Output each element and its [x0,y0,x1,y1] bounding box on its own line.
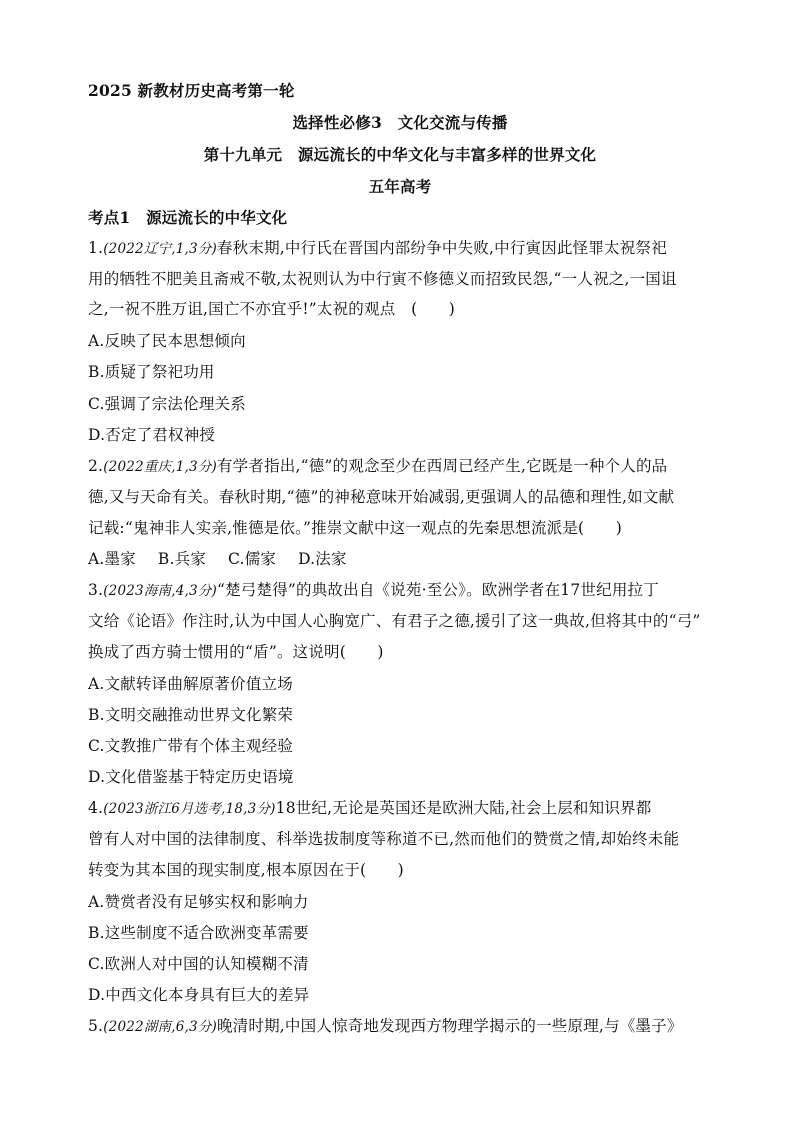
option-a[interactable]: A.墨家 [88,550,136,568]
question-text: 德,又与天命有关。春秋时期,“德”的神秘意味开始减弱,更强调人的品德和理性,如文献 [88,488,675,506]
option-d[interactable]: D.否定了君权神授 [88,426,216,444]
option-b[interactable]: B.质疑了祭祀功用 [88,363,215,381]
option-c[interactable]: C.欧洲人对中国的认知模糊不清 [88,955,309,973]
series-title: 2025 新教材历史高考第一轮 [88,81,295,100]
option-c[interactable]: C.儒家 [228,550,277,568]
question-text: 晚清时期,中国人惊奇地发现西方物理学揭示的一些原理,与《墨子》 [216,1017,683,1035]
question-2 [88,456,712,477]
question-text: 18世纪,无论是英国还是欧洲大陆,社会上层和知识界都 [275,799,652,817]
question-number: 1. [88,239,104,257]
question-1 [88,238,712,259]
option-d[interactable]: D.法家 [298,550,347,568]
question-text: 用的牺牲不肥美且斋戒不敬,太祝则认为中行寅不修德义而招致民怨,“一人祝之,一国诅 [88,270,677,288]
option-b[interactable]: B.这些制度不适合欧洲变革需要 [88,924,309,942]
option-a[interactable]: A.文献转译曲解原著价值立场 [88,675,293,693]
question-source: (2023浙江6月选考,18,3分) [103,801,276,817]
question-3 [88,580,712,601]
question-text: 换成了西方骑士惯用的“盾”。这说明( ) [88,643,384,661]
topic-heading: 考点1 源远流长的中华文化 [88,208,288,227]
question-source: (2023海南,4,3分) [103,583,217,599]
question-source: (2022重庆,1,3分) [103,459,217,475]
option-b[interactable]: B.兵家 [157,550,207,568]
question-source: (2022辽宁,1,3分) [103,241,217,257]
question-number: 2. [88,457,104,475]
option-c[interactable]: C.文教推广带有个体主观经验 [88,737,294,755]
section-title: 五年高考 [368,177,432,196]
question-text: 曾有人对中国的法律制度、科举选拔制度等称道不已,然而他们的赞赏之情,却始终未能 [88,830,680,848]
question-source: (2022湖南,6,3分) [103,1019,217,1035]
option-a[interactable]: A.反映了民本思想倾向 [88,332,246,350]
option-d[interactable]: D.文化借鉴基于特定历史语境 [88,768,294,786]
question-text: 记载:“鬼神非人实亲,惟德是依。”推崇文献中这一观点的先秦思想流派是( ) [88,519,622,537]
option-d[interactable]: D.中西文化本身具有巨大的差异 [88,986,310,1004]
question-text: “楚弓楚得”的典故出自《说苑·至公》。欧洲学者在17世纪用拉丁 [216,581,659,599]
question-text: 有学者指出,“德”的观念至少在西周已经产生,它既是一种个人的品 [216,457,668,475]
question-text: 文给《论语》作注时,认为中国人心胸宽广、有君子之德,援引了这一典故,但将其中的“弓” [88,612,701,630]
question-text: 转变为其本国的现实制度,根本原因在于( ) [88,861,404,879]
question-5 [88,1016,712,1037]
question-text: 春秋末期,中行氏在晋国内部纷争中失败,中行寅因此怪罪太祝祭祀 [216,239,667,257]
option-c[interactable]: C.强调了宗法伦理关系 [88,395,246,413]
option-a[interactable]: A.赞赏者没有足够实权和影响力 [88,893,309,911]
question-number: 3. [88,581,104,599]
unit-title: 第十九单元 源远流长的中华文化与丰富多样的世界文化 [203,145,597,164]
option-b[interactable]: B.文明交融推动世界文化繁荣 [88,706,294,724]
module-title: 选择性必修3 文化交流与传播 [292,113,508,132]
options-row [88,549,712,569]
question-number: 5. [88,1017,104,1035]
question-number: 4. [88,799,104,817]
question-4 [88,798,712,819]
question-text: 之,一祝不胜万诅,国亡不亦宜乎!”太祝的观点 ( ) [88,300,456,318]
